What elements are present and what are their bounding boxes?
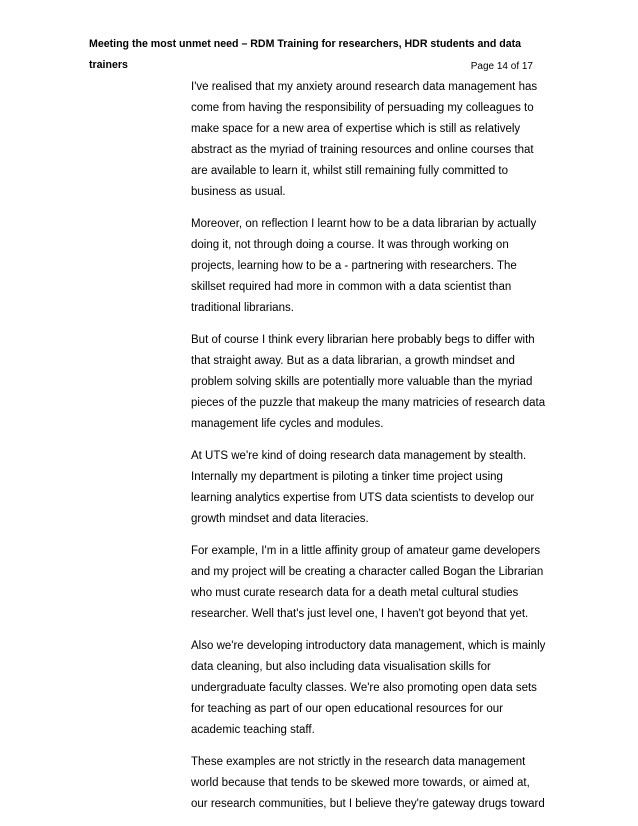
paragraph-6: Also we're developing introductory data management, which is mainly data cleaning, but also including data visualisation skills for undergraduate faculty classes. We're also promoting open data sets for teaching as part of our open educational resources for our academic teaching staff. xyxy=(191,640,546,736)
paragraph-1: I've realised that my anxiety around research data management has come from having the responsibility of persuading my colleagues to make space for a new area of expertise which is still as relatively abstract as the myriad of training resources and online courses that are available to learn it, whilst still remaining fully committed to business as usual. xyxy=(191,81,538,198)
header-row-2 xyxy=(89,55,533,76)
document-title-line-1: Meeting the most unmet need – RDM Training for researchers, HDR students and data xyxy=(89,38,522,50)
body-text xyxy=(191,77,547,826)
page-number: Page 14 of 17 xyxy=(470,61,533,72)
paragraph-4: At UTS we're kind of doing research data management by stealth. Internally my department is piloting a tinker time project using learning analytics expertise from UTS data scientists to develop our growth mindset and data literacies. xyxy=(191,450,535,525)
paragraph-3: But of course I think every librarian here probably begs to differ with that straight away. But as a data librarian, a growth mindset and problem solving skills are potentially more valuable than the myriad pieces of the puzzle that makeup the many matricies of research data management life cycles and modules. xyxy=(191,334,546,430)
paragraph-2: Moreover, on reflection I learnt how to be a data librarian by actually doing it, not through doing a course. It was through working on projects, learning how to be a - partnering with researchers. The skillset required had more in common with a data scientist than traditional librarians. xyxy=(191,218,537,314)
document-title-line-2: trainers xyxy=(89,59,128,71)
paragraph-5: For example, I'm in a little affinity group of amateur game developers and my project will be creating a character called Bogan the Librarian who must curate research data for a death metal cultural studies researcher. Well that's just level one, I haven't got beyond that yet. xyxy=(191,545,544,620)
paragraph-7: These examples are not strictly in the research data management world because that tends to be skewed more towards, or aimed at, our research communities, but I believe they're gateway drugs toward xyxy=(191,756,545,810)
page-header xyxy=(89,34,533,76)
